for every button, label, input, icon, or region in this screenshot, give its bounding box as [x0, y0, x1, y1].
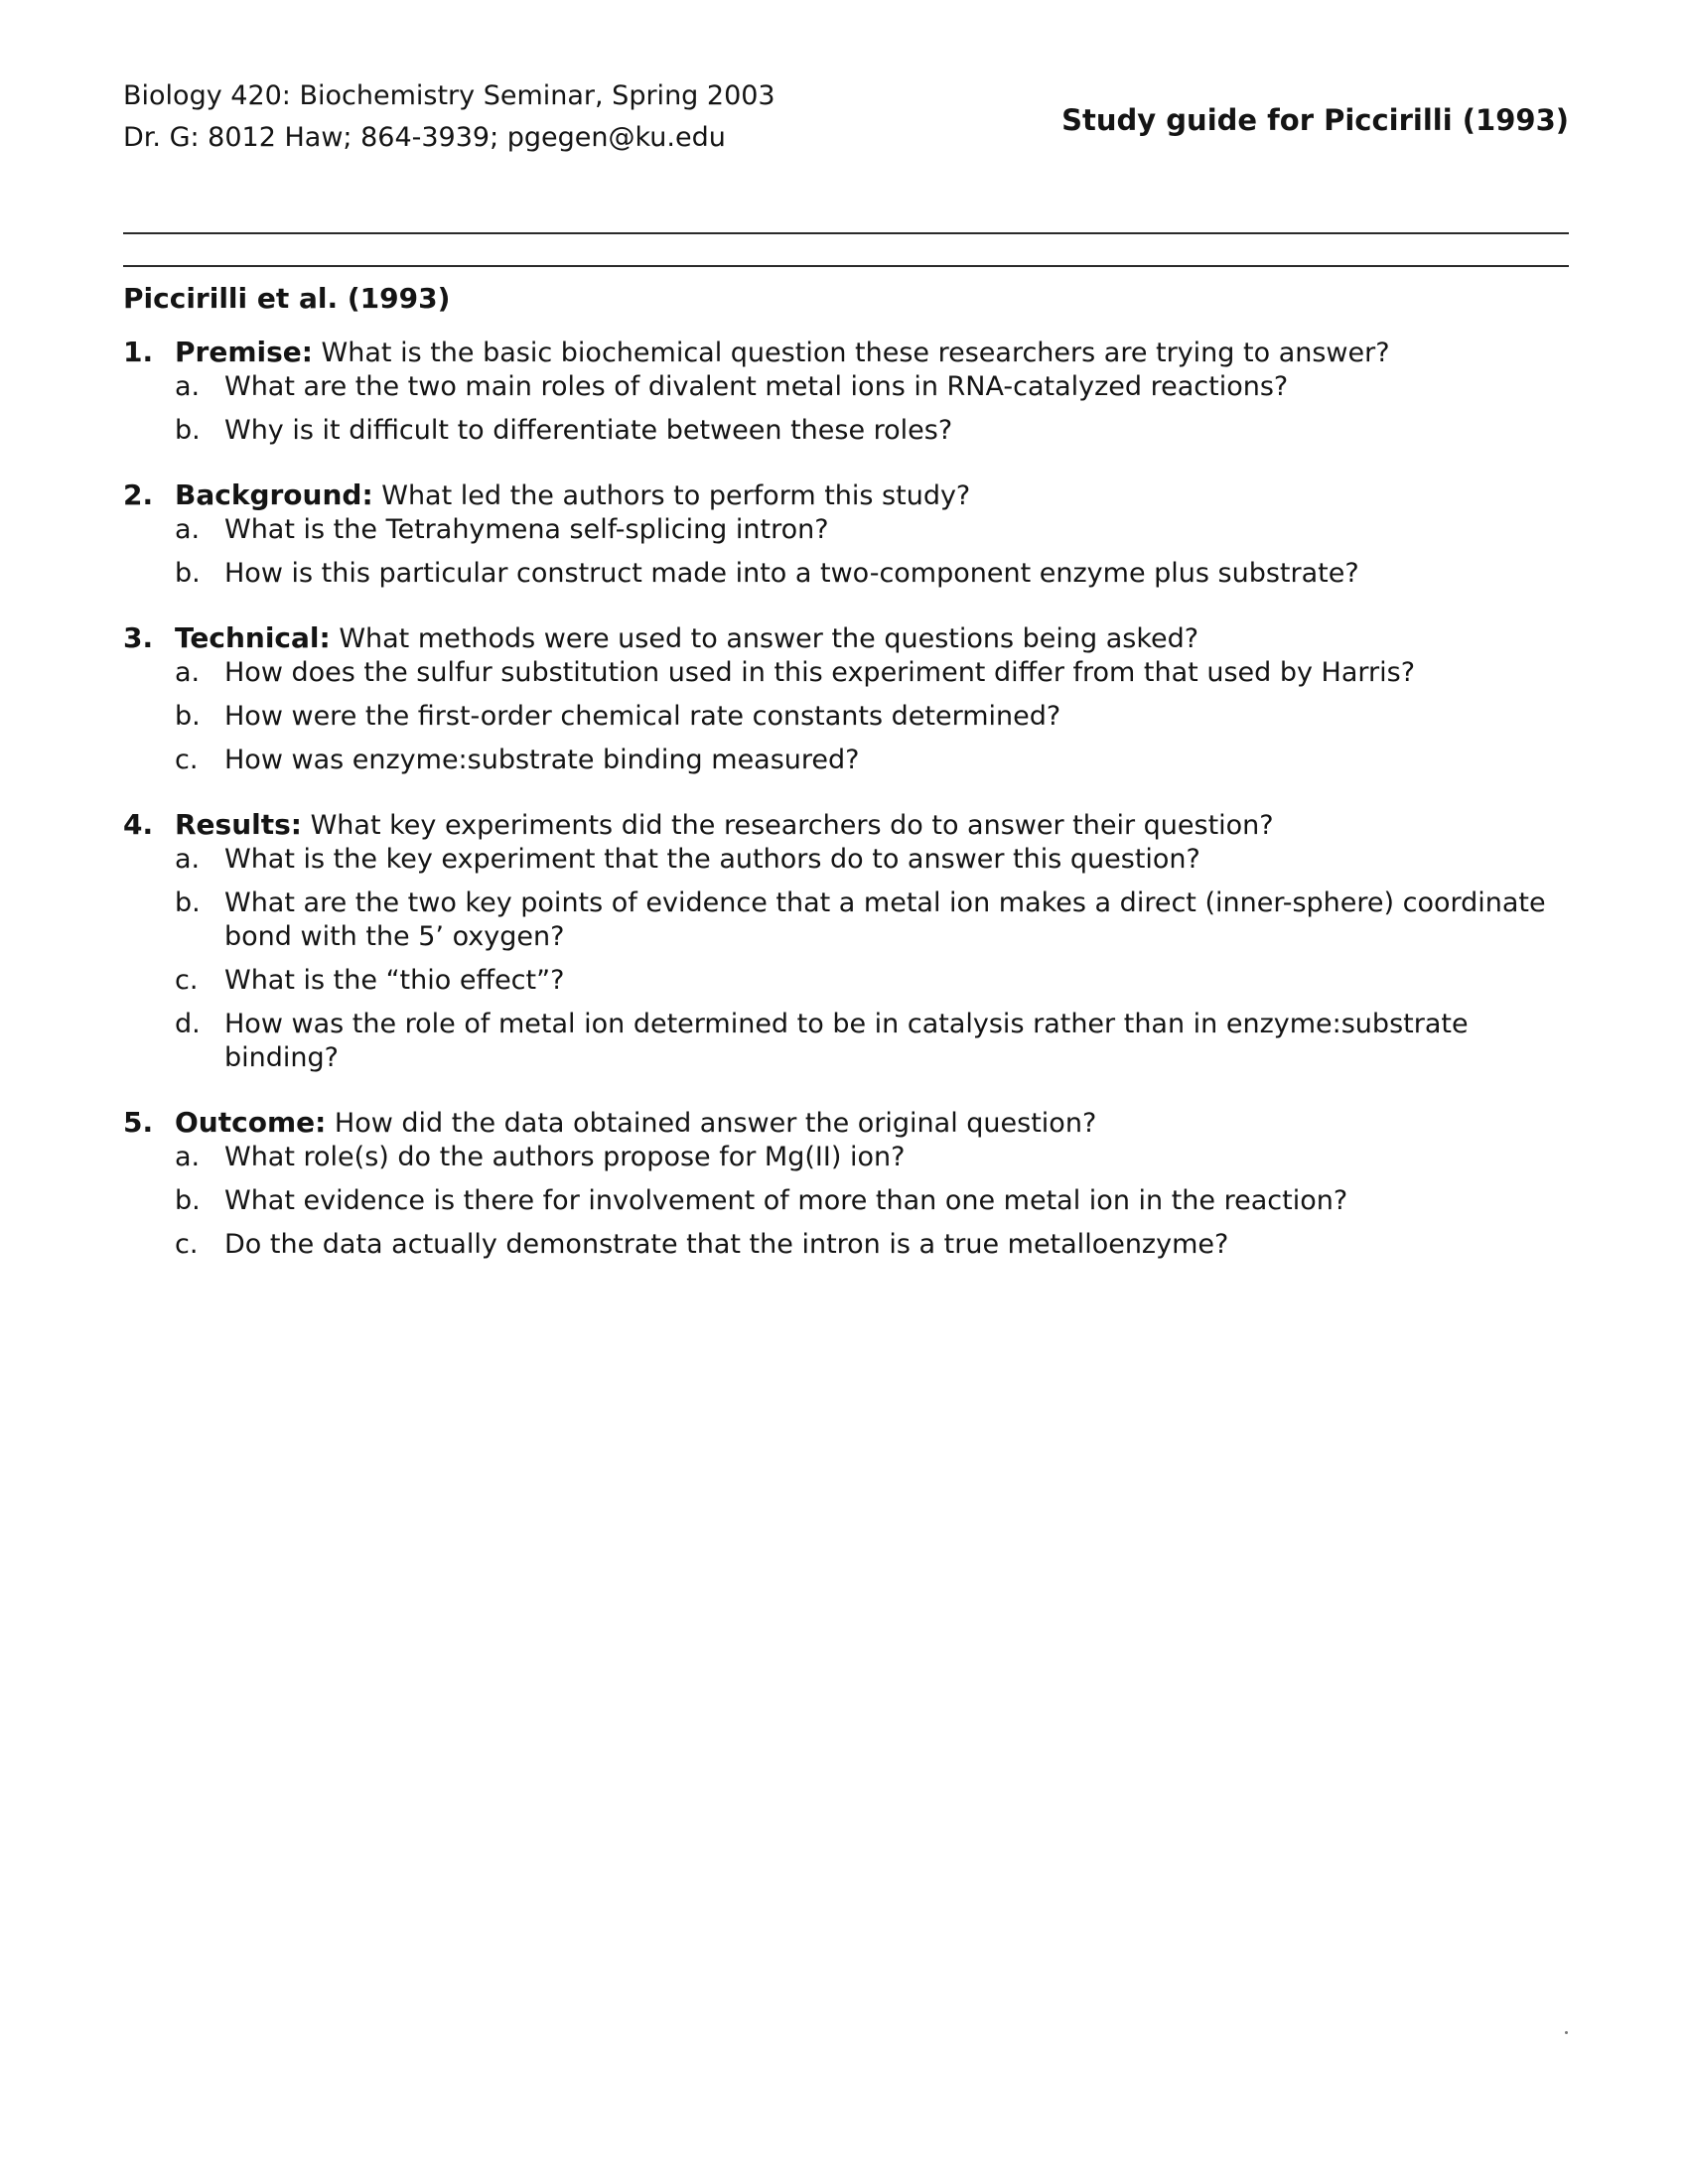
- question-line: [175, 336, 1569, 370]
- sub-question-text: What is the Tetrahymena self-splicing intron?: [224, 514, 829, 545]
- sub-question-letter: a.: [175, 514, 201, 545]
- sub-question: [175, 1008, 1569, 1075]
- sub-question: [175, 1184, 1569, 1218]
- question-text: What key experiments did the researchers do to answer their question?: [310, 810, 1274, 841]
- study-guide-page: [123, 69, 1569, 1293]
- course-info: [123, 75, 775, 159]
- sub-question: [175, 656, 1569, 690]
- sub-question-letter: a.: [175, 844, 201, 875]
- sub-question-text: What are the two main roles of divalent metal ions in RNA-catalyzed reactions?: [224, 371, 1289, 402]
- question-label: Outcome:: [175, 1106, 327, 1139]
- sub-question-letter: d.: [175, 1009, 201, 1039]
- sub-question-list: [175, 843, 1569, 1075]
- sub-question-letter: a.: [175, 657, 201, 688]
- question-text: What methods were used to answer the questions being asked?: [339, 623, 1199, 654]
- sub-question: [175, 744, 1569, 777]
- guide-title: Study guide for Piccirilli (1993): [1061, 103, 1569, 137]
- header-rule-top: [123, 232, 1569, 234]
- sub-question-text: How were the first-order chemical rate constants determined?: [224, 701, 1061, 732]
- question-line: [175, 621, 1569, 656]
- question-label: Background:: [175, 478, 373, 511]
- sub-question-letter: b.: [175, 1185, 201, 1216]
- question-line: [175, 808, 1569, 843]
- question-text: What led the authors to perform this study?: [381, 480, 971, 511]
- question-item: [123, 478, 1569, 591]
- question-number: 5.: [123, 1106, 154, 1139]
- sub-question-text: What is the key experiment that the authors do to answer this question?: [224, 844, 1200, 875]
- sub-question-list: [175, 370, 1569, 448]
- sub-question: [175, 964, 1569, 998]
- sub-question-letter: b.: [175, 415, 201, 446]
- question-number: 4.: [123, 808, 154, 841]
- sub-question: [175, 843, 1569, 877]
- sub-question-text: What evidence is there for involvement of more than one metal ion in the reaction?: [224, 1185, 1348, 1216]
- sub-question-letter: c.: [175, 965, 199, 996]
- question-text: How did the data obtained answer the original question?: [334, 1108, 1097, 1139]
- question-item: [123, 1106, 1569, 1262]
- sub-question-text: What is the “thio effect”?: [224, 965, 565, 996]
- sub-question: [175, 557, 1569, 591]
- sub-question-text: What role(s) do the authors propose for Mg(II) ion?: [224, 1142, 906, 1172]
- sub-question: [175, 414, 1569, 448]
- sub-question-text: How was enzyme:substrate binding measured?: [224, 745, 860, 775]
- sub-question-letter: a.: [175, 371, 201, 402]
- sub-question-letter: b.: [175, 701, 201, 732]
- question-text: What is the basic biochemical question these researchers are trying to answer?: [321, 338, 1390, 368]
- page-speck: [1565, 2031, 1568, 2034]
- section-title: Piccirilli et al. (1993): [123, 282, 451, 315]
- sub-question: [175, 370, 1569, 404]
- question-number: 2.: [123, 478, 154, 511]
- sub-question-text: How was the role of metal ion determined to be in catalysis rather than in enzyme:substrate binding?: [224, 1009, 1469, 1073]
- sub-question: [175, 887, 1569, 954]
- header-rule-bottom: [123, 265, 1569, 267]
- question-label: Results:: [175, 808, 302, 841]
- sub-question-text: Why is it difficult to differentiate between these roles?: [224, 415, 953, 446]
- page-header: [123, 69, 1569, 169]
- question-line: [175, 1106, 1569, 1141]
- sub-question-letter: b.: [175, 558, 201, 589]
- question-item: [123, 808, 1569, 1075]
- question-number: 3.: [123, 621, 154, 654]
- sub-question-list: [175, 513, 1569, 591]
- question-label: Premise:: [175, 336, 313, 368]
- question-list: [123, 336, 1569, 1262]
- question-label: Technical:: [175, 621, 331, 654]
- sub-question: [175, 1228, 1569, 1262]
- sub-question-text: How is this particular construct made into a two-component enzyme plus substrate?: [224, 558, 1359, 589]
- sub-question: [175, 700, 1569, 734]
- sub-question-letter: b.: [175, 887, 201, 918]
- question-item: [123, 336, 1569, 448]
- question-line: [175, 478, 1569, 513]
- sub-question-list: [175, 656, 1569, 777]
- sub-question-text: Do the data actually demonstrate that the intron is a true metalloenzyme?: [224, 1229, 1229, 1260]
- course-line: Biology 420: Biochemistry Seminar, Spring 2003: [123, 80, 775, 111]
- sub-question: [175, 1141, 1569, 1174]
- sub-question-letter: a.: [175, 1142, 201, 1172]
- sub-question-letter: c.: [175, 745, 199, 775]
- question-item: [123, 621, 1569, 777]
- sub-question-letter: c.: [175, 1229, 199, 1260]
- sub-question: [175, 513, 1569, 547]
- contact-line: Dr. G: 8012 Haw; 864-3939; pgegen@ku.edu: [123, 122, 726, 153]
- sub-question-text: How does the sulfur substitution used in this experiment differ from that used by Harris?: [224, 657, 1416, 688]
- sub-question-list: [175, 1141, 1569, 1262]
- question-number: 1.: [123, 336, 154, 368]
- sub-question-text: What are the two key points of evidence that a metal ion makes a direct (inner-sphere) coordinate bond with the 5’ oxygen?: [224, 887, 1546, 952]
